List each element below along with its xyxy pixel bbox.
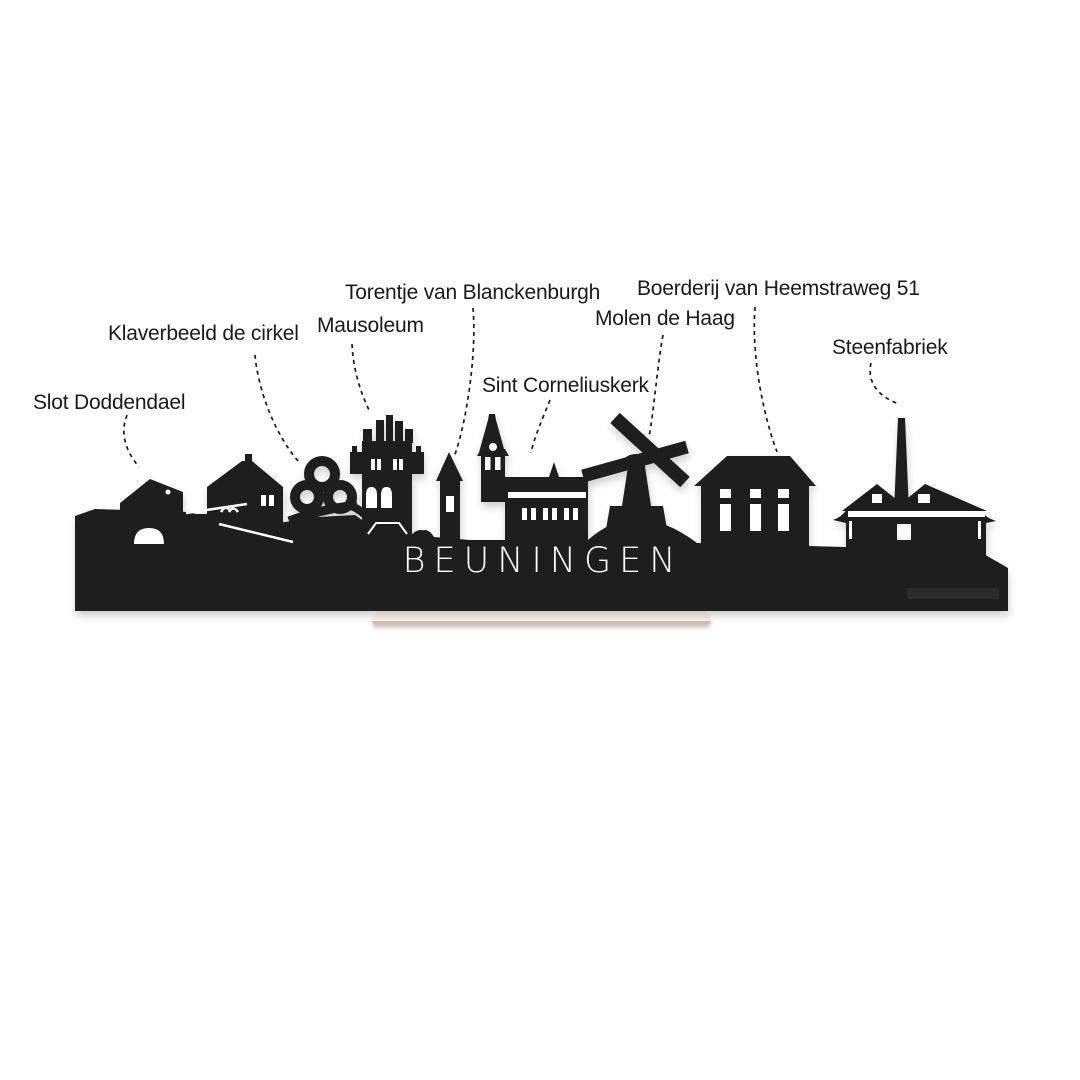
window-cutout	[872, 494, 882, 503]
leader-slot-doddendael	[124, 415, 139, 467]
window-cutout	[393, 459, 397, 470]
stand-front-edge	[372, 621, 711, 625]
window-cutout	[531, 508, 536, 520]
label-mausoleum: Mausoleum	[317, 314, 424, 337]
leader-mausoleum	[352, 344, 370, 412]
window-cutout	[552, 508, 557, 520]
window-cutout	[522, 508, 527, 520]
leader-torentje	[454, 308, 474, 457]
leader-steenfabriek	[870, 363, 899, 404]
window-cutout	[269, 495, 274, 506]
building-sint-corneliuskerk	[477, 414, 588, 557]
leader-sint-corneliuskerk	[531, 400, 550, 453]
arch-cutout	[381, 487, 392, 508]
factory-stripe-cutout	[848, 511, 985, 517]
eave-slit-cutout	[978, 521, 981, 539]
window-cutout	[720, 489, 731, 498]
leader-klaverbeeld	[255, 355, 299, 462]
label-klaverbeeld-de-cirkel: Klaverbeeld de cirkel	[108, 322, 299, 345]
window-cutout	[371, 459, 375, 470]
window-cutout	[750, 489, 761, 498]
city-name-cutout: BEUNINGEN	[402, 541, 684, 581]
label-boerderij-van-heemstraweg-51: Boerderij van Heemstraweg 51	[637, 277, 920, 300]
window-cutout	[446, 496, 454, 512]
window-cutout	[720, 504, 731, 531]
label-torentje-van-blanckenburgh: Torentje van Blanckenburgh	[345, 281, 601, 304]
window-cutout	[543, 508, 548, 520]
leader-molen-de-haag	[649, 335, 663, 437]
leader-boerderij	[754, 307, 777, 452]
label-steenfabriek: Steenfabriek	[832, 336, 948, 359]
building-steenfabriek	[833, 418, 996, 569]
label-molen-de-haag: Molen de Haag	[595, 307, 735, 330]
window-cutout	[564, 508, 569, 520]
eave-slit-cutout	[849, 521, 852, 539]
window-cutout	[918, 494, 930, 503]
label-sint-corneliuskerk: Sint Corneliuskerk	[482, 374, 649, 397]
window-cutout	[750, 504, 761, 531]
window-cutout	[897, 524, 911, 540]
window-cutout	[261, 495, 266, 506]
rose-window-cutout	[489, 443, 497, 451]
window-cutout	[778, 504, 789, 531]
window-cutout	[377, 459, 381, 470]
window-cutout	[399, 459, 403, 470]
cornice-stripe-cutout	[508, 492, 586, 498]
label-slot-doddendael: Slot Doddendael	[33, 391, 186, 414]
window-cutout	[485, 457, 491, 470]
window-cutout	[778, 489, 789, 498]
arch-cutout	[366, 487, 377, 508]
window-cutout	[573, 508, 578, 520]
stand	[372, 609, 711, 625]
watermark	[907, 588, 999, 599]
slot-window-cutout	[166, 490, 171, 495]
window-cutout	[495, 457, 501, 470]
